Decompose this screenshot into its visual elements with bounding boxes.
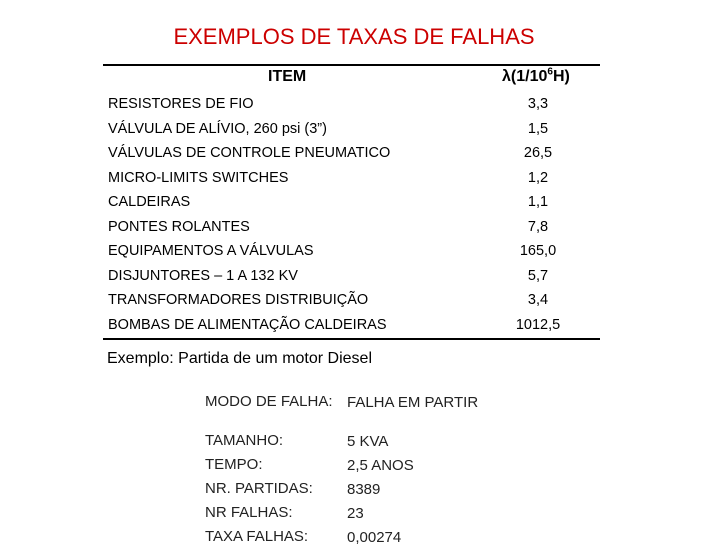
table-top-rule xyxy=(103,64,600,66)
page-title: EXEMPLOS DE TAXAS DE FALHAS xyxy=(173,24,535,49)
item-name: TRANSFORMADORES DISTRIBUIÇÃO xyxy=(108,292,369,308)
table-row xyxy=(108,118,578,143)
param-label: TAMANHO: xyxy=(205,432,284,449)
column-header-lambda xyxy=(502,68,570,86)
param-label: TAXA FALHAS: xyxy=(205,528,309,545)
failure-rate-value: 1,2 xyxy=(527,169,549,186)
table-bottom-rule xyxy=(103,338,600,340)
failure-rate-value: 26,5 xyxy=(523,145,553,161)
param-label: TEMPO: xyxy=(205,456,263,473)
lambda-exponent: 6 xyxy=(547,66,553,78)
table-row xyxy=(108,191,578,216)
failure-rate-value: 165,0 xyxy=(519,243,557,259)
table-row xyxy=(108,265,578,290)
param-label: NR FALHAS: xyxy=(205,504,293,521)
failure-rate-value: 1,5 xyxy=(527,120,549,137)
failure-rate-value: 1012,5 xyxy=(515,316,561,333)
table-row xyxy=(108,93,578,118)
item-name: VÁLVULA DE ALÍVIO, 260 psi (3”) xyxy=(108,120,327,137)
table-row xyxy=(108,289,578,314)
failure-rate-value: 5,7 xyxy=(527,267,549,284)
table-row xyxy=(108,142,578,167)
param-value: FALHA EM PARTIR xyxy=(347,394,479,411)
item-name: EQUIPAMENTOS A VÁLVULAS xyxy=(108,243,314,259)
item-name: CALDEIRAS xyxy=(108,194,191,210)
failure-rate-value: 7,8 xyxy=(527,218,549,235)
table-row xyxy=(108,240,578,265)
table-row xyxy=(108,216,578,241)
item-name: MICRO-LIMITS SWITCHES xyxy=(108,169,289,186)
failure-rate-value: 3,4 xyxy=(527,292,549,308)
failure-rate-value: 1,1 xyxy=(527,194,549,210)
lambda-unit: H) xyxy=(552,68,570,85)
item-name: RESISTORES DE FIO xyxy=(108,96,254,112)
param-value: 0,00274 xyxy=(347,529,402,546)
param-value: 5 KVA xyxy=(347,433,389,450)
item-name: DISJUNTORES – 1 A 132 KV xyxy=(108,267,298,284)
table-row xyxy=(108,167,578,192)
param-label: NR. PARTIDAS: xyxy=(205,480,313,497)
param-value: 2,5 ANOS xyxy=(347,457,414,474)
param-value: 23 xyxy=(347,505,364,522)
failure-rate-value: 3,3 xyxy=(527,96,549,112)
param-label: MODO DE FALHA: xyxy=(205,393,333,410)
lambda-label: λ(1/10 xyxy=(502,68,548,85)
failure-rate-table xyxy=(108,93,578,338)
item-name: PONTES ROLANTES xyxy=(108,218,250,235)
example-heading: Exemplo: Partida de um motor Diesel xyxy=(107,350,372,367)
table-row xyxy=(108,314,578,339)
item-name: BOMBAS DE ALIMENTAÇÃO CALDEIRAS xyxy=(108,316,387,333)
column-header-item: ITEM xyxy=(268,68,307,85)
item-name: VÁLVULAS DE CONTROLE PNEUMATICO xyxy=(108,145,391,161)
param-value: 8389 xyxy=(347,481,381,498)
